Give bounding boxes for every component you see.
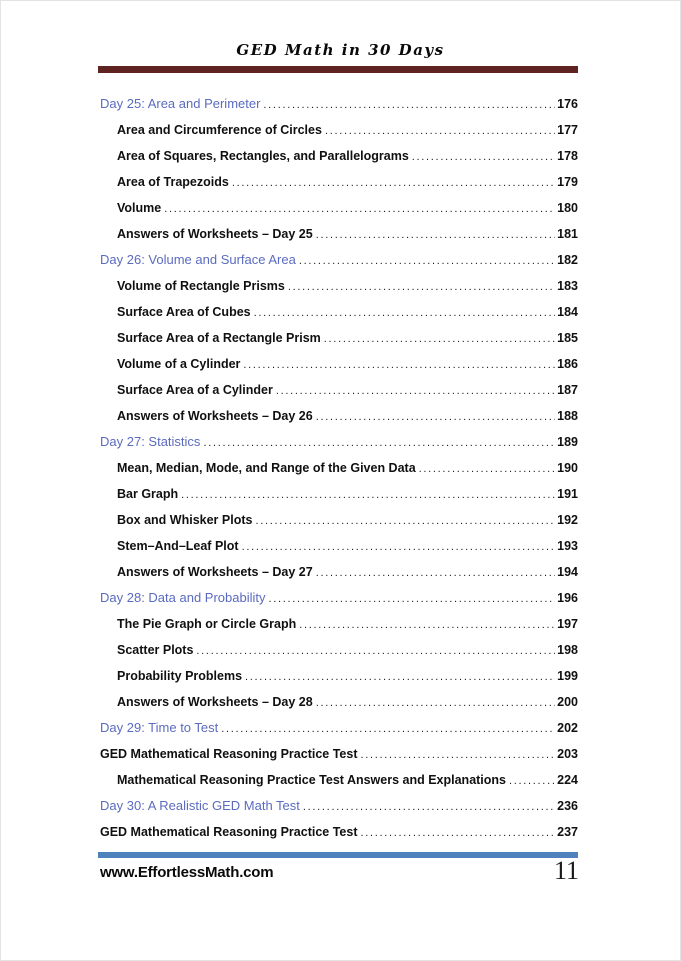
dot-leader [181, 482, 555, 508]
dot-leader [268, 586, 555, 612]
toc-page-number: 192 [557, 513, 578, 527]
toc-entry-label: Day 28: Data and Probability [100, 590, 266, 605]
dot-leader [255, 508, 555, 534]
toc-page-number: 224 [557, 773, 578, 787]
dot-leader [254, 300, 556, 326]
dot-leader [164, 196, 555, 222]
toc-row [100, 533, 578, 559]
toc-row [100, 793, 578, 819]
toc-row [100, 585, 578, 611]
toc-row [100, 715, 578, 741]
toc-row [100, 403, 578, 429]
toc-entry-label: Scatter Plots [117, 643, 194, 657]
dot-leader [299, 248, 555, 274]
book-title: GED Math in 30 Days [236, 41, 445, 59]
toc-entry-label: GED Mathematical Reasoning Practice Test [100, 825, 358, 839]
dot-leader [196, 638, 555, 664]
toc-page-number: 199 [557, 669, 578, 683]
toc-entry-label: Answers of Worksheets – Day 26 [117, 409, 313, 423]
dot-leader [245, 664, 555, 690]
toc-entry-label: Answers of Worksheets – Day 25 [117, 227, 313, 241]
dot-leader [419, 456, 555, 482]
toc-page-number: 182 [557, 253, 578, 267]
dot-leader [361, 742, 556, 768]
table-of-contents [100, 91, 578, 845]
dot-leader [509, 768, 555, 794]
toc-row [100, 819, 578, 845]
toc-entry-label: Surface Area of a Cylinder [117, 383, 273, 397]
toc-row [100, 481, 578, 507]
toc-row [100, 169, 578, 195]
toc-page-number: 181 [557, 227, 578, 241]
toc-row [100, 637, 578, 663]
toc-page-number: 187 [557, 383, 578, 397]
dot-leader [232, 170, 555, 196]
website-url: www.EffortlessMath.com [100, 864, 274, 881]
toc-page-number: 179 [557, 175, 578, 189]
toc-page-number: 184 [557, 305, 578, 319]
toc-row [100, 117, 578, 143]
toc-page-number: 189 [557, 435, 578, 449]
toc-entry-label: GED Mathematical Reasoning Practice Test [100, 747, 358, 761]
toc-row [100, 663, 578, 689]
toc-entry-label: Day 25: Area and Perimeter [100, 96, 261, 111]
toc-page-number: 200 [557, 695, 578, 709]
dot-leader [412, 144, 555, 170]
toc-entry-label: Mathematical Reasoning Practice Test Answers and Explanations [117, 773, 507, 787]
toc-entry-label: Volume [117, 201, 162, 215]
toc-page-number: 237 [557, 825, 578, 839]
toc-entry-label: Answers of Worksheets – Day 28 [117, 695, 313, 709]
toc-page-number: 190 [557, 461, 578, 475]
toc-row [100, 351, 578, 377]
toc-row [100, 689, 578, 715]
dot-leader [276, 378, 555, 404]
dot-leader [316, 222, 555, 248]
toc-page-number: 178 [557, 149, 578, 163]
page-number: 11 [553, 856, 579, 885]
toc-page-number: 198 [557, 643, 578, 657]
dot-leader [243, 352, 555, 378]
toc-row [100, 429, 578, 455]
toc-entry-label: The Pie Graph or Circle Graph [117, 617, 297, 631]
dot-leader [221, 716, 555, 742]
header-rule [98, 66, 578, 73]
toc-page-number: 183 [557, 279, 578, 293]
toc-row [100, 559, 578, 585]
toc-page-number: 236 [557, 799, 578, 813]
dot-leader [299, 612, 555, 638]
toc-entry-label: Area and Circumference of Circles [117, 123, 322, 137]
toc-entry-label: Answers of Worksheets – Day 27 [117, 565, 313, 579]
dot-leader [316, 560, 555, 586]
toc-entry-label: Stem–And–Leaf Plot [117, 539, 239, 553]
toc-entry-label: Day 27: Statistics [100, 434, 201, 449]
toc-entry-label: Day 26: Volume and Surface Area [100, 252, 296, 267]
toc-entry-label: Volume of a Cylinder [117, 357, 241, 371]
toc-page-number: 176 [557, 97, 578, 111]
toc-row [100, 507, 578, 533]
toc-row [100, 455, 578, 481]
toc-row [100, 273, 578, 299]
toc-row [100, 195, 578, 221]
dot-leader [324, 326, 555, 352]
toc-entry-label: Day 29: Time to Test [100, 720, 219, 735]
dot-leader [303, 794, 555, 820]
toc-page-number: 185 [557, 331, 578, 345]
dot-leader [203, 430, 555, 456]
toc-page-number: 186 [557, 357, 578, 371]
toc-entry-label: Volume of Rectangle Prisms [117, 279, 285, 293]
dot-leader [263, 92, 555, 118]
toc-entry-label: Box and Whisker Plots [117, 513, 253, 527]
toc-row [100, 247, 578, 273]
dot-leader [316, 690, 555, 716]
toc-entry-label: Area of Squares, Rectangles, and Parallelograms [117, 149, 409, 163]
toc-row [100, 221, 578, 247]
toc-page-number: 194 [557, 565, 578, 579]
toc-row [100, 611, 578, 637]
dot-leader [288, 274, 555, 300]
dot-leader [242, 534, 556, 560]
toc-page-number: 177 [557, 123, 578, 137]
toc-entry-label: Day 30: A Realistic GED Math Test [100, 798, 300, 813]
dot-leader [316, 404, 555, 430]
toc-entry-label: Area of Trapezoids [117, 175, 229, 189]
toc-row [100, 767, 578, 793]
toc-entry-label: Probability Problems [117, 669, 243, 683]
toc-entry-label: Surface Area of a Rectangle Prism [117, 331, 321, 345]
toc-row [100, 143, 578, 169]
toc-page-number: 203 [557, 747, 578, 761]
toc-page-number: 188 [557, 409, 578, 423]
dot-leader [325, 118, 555, 144]
toc-row [100, 741, 578, 767]
toc-entry-label: Bar Graph [117, 487, 179, 501]
toc-page-number: 193 [557, 539, 578, 553]
toc-page-number: 191 [557, 487, 578, 501]
toc-row [100, 299, 578, 325]
toc-row [100, 91, 578, 117]
toc-page-number: 196 [557, 591, 578, 605]
toc-entry-label: Mean, Median, Mode, and Range of the Given Data [117, 461, 416, 475]
toc-page-number: 180 [557, 201, 578, 215]
toc-row [100, 325, 578, 351]
footer-rule [98, 852, 578, 858]
toc-entry-label: Surface Area of Cubes [117, 305, 251, 319]
toc-page-number: 202 [557, 721, 578, 735]
toc-page-number: 197 [557, 617, 578, 631]
toc-row [100, 377, 578, 403]
dot-leader [361, 820, 556, 846]
